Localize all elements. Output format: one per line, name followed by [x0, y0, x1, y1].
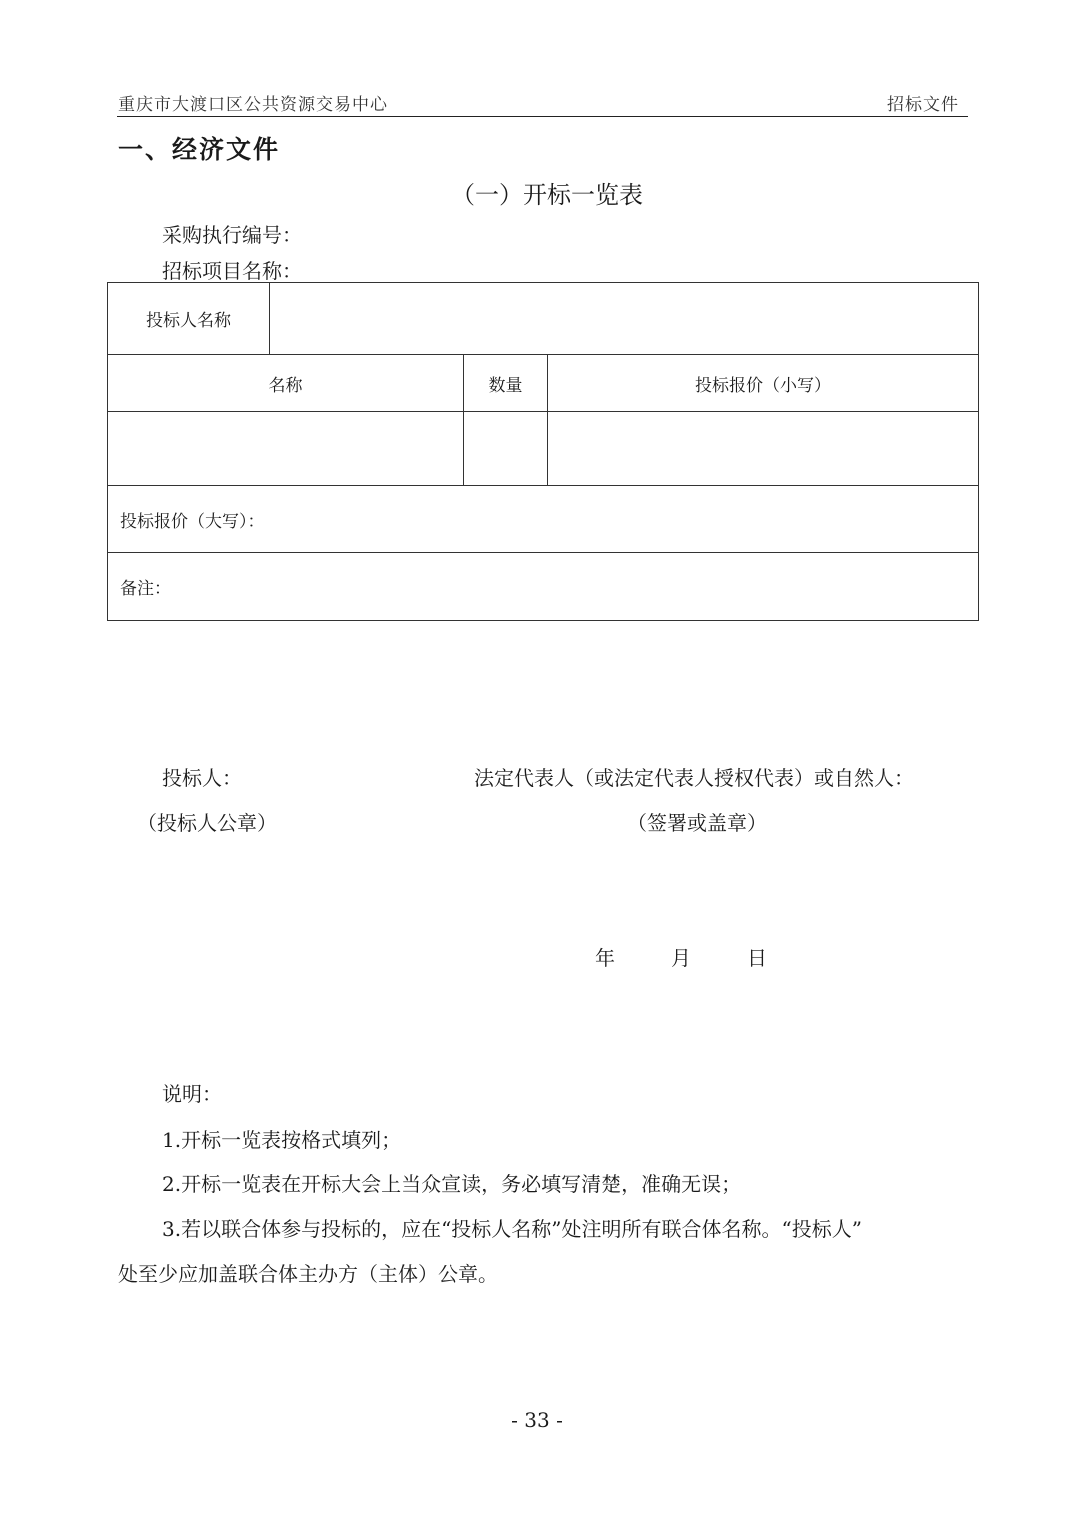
sign-or-seal-label: （签署或盖章） — [627, 811, 767, 835]
price-upper-label[interactable]: 投标报价（大写）： — [108, 486, 979, 553]
note-item-1: 1.开标一览表按格式填列； — [162, 1128, 402, 1152]
item-name-cell[interactable] — [108, 412, 464, 486]
price-upper-row — [108, 486, 979, 553]
header-divider — [117, 116, 968, 117]
notes-title: 说明： — [162, 1082, 222, 1106]
note-item-2: 2.开标一览表在开标大会上当众宣读，务必填写清楚，准确无误； — [162, 1172, 742, 1196]
exec-number-label: 采购执行编号： — [162, 223, 302, 247]
item-quantity-cell[interactable] — [464, 412, 548, 486]
bidder-label: 投标人： — [162, 766, 242, 790]
bidder-name-cell[interactable] — [270, 283, 979, 355]
col-header-quantity: 数量 — [464, 355, 548, 412]
legal-rep-label: 法定代表人（或法定代表人授权代表）或自然人： — [474, 766, 914, 790]
section-title: 一、经济文件 — [118, 135, 281, 164]
header-right: 招标文件 — [887, 95, 959, 115]
date-year: 年 — [595, 946, 615, 970]
sub-title — [0, 175, 1074, 210]
note-item-3-line-2: 处至少应加盖联合体主办方（主体）公章。 — [118, 1262, 498, 1286]
bidder-name-row — [108, 283, 979, 355]
bidder-name-label: 投标人名称 — [108, 283, 270, 355]
bidder-seal-label: （投标人公章） — [137, 811, 277, 835]
remark-label[interactable]: 备注： — [108, 553, 979, 621]
date-month: 月 — [671, 946, 691, 970]
col-header-name: 名称 — [108, 355, 464, 412]
date-day: 日 — [747, 946, 767, 970]
bid-summary-table — [107, 282, 979, 621]
table-header-row — [108, 355, 979, 412]
header-left: 重庆市大渡口区公共资源交易中心 — [118, 95, 388, 115]
col-header-price: 投标报价（小写） — [548, 355, 979, 412]
page-number: - 33 - — [511, 1408, 563, 1432]
note-item-3-line-1: 3.若以联合体参与投标的，应在“投标人名称”处注明所有联合体名称。“投标人” — [162, 1217, 862, 1241]
item-price-cell[interactable] — [548, 412, 979, 486]
sub-title-text: （一）开标一览表 — [451, 181, 643, 209]
project-name-label: 招标项目名称： — [162, 259, 302, 283]
remark-row — [108, 553, 979, 621]
table-row — [108, 412, 979, 486]
